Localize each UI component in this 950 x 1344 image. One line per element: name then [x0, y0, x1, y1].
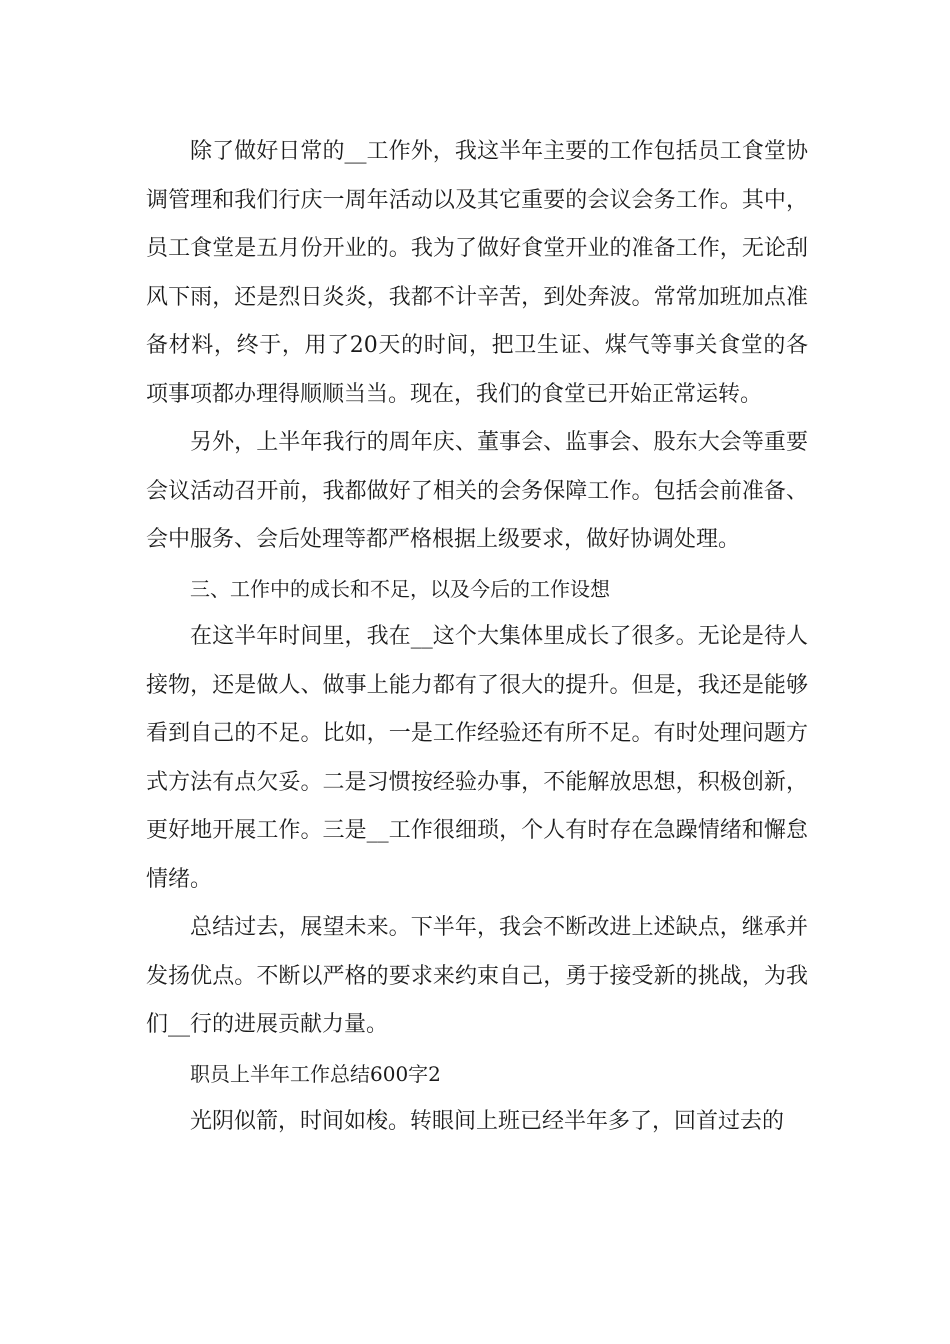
paragraph-article-2-opening: 光阴似箭，时间如梭。转眼间上班已经半年多了，回首过去的: [190, 1109, 785, 1134]
paragraph-meeting-support: 另外，上半年我行的周年庆、董事会、监事会、股东大会等重要会议活动召开前，我都做好了相关的会务保障工作。包括会前准备、会中服务、会后处理等都严格根据上级要求，做好协调处理。: [146, 430, 808, 552]
paragraph-outlook: 总结过去，展望未来。下半年，我会不断改进上述缺点，继承并发扬优点。不断以严格的要求来约束自己，勇于接受新的挑战，为我们__行的进展贡献力量。: [146, 915, 808, 1037]
paragraph-canteen-work: 除了做好日常的__工作外，我这半年主要的工作包括员工食堂协调管理和我们行庆一周年活动以及其它重要的会议会务工作。其中，员工食堂是五月份开业的。我为了做好食堂开业的准备工作，无论刮风下雨，还是烈日炎炎，我都不计辛苦，到处奔波。常常加班加点准备材料，终于，用了20天的时间，把卫生证、煤气等事关食堂的各项事项都办理得顺顺当当。现在，我们的食堂已开始正常运转。: [146, 139, 808, 407]
paragraph-growth-shortcomings: 在这半年时间里，我在__这个大集体里成长了很多。无论是待人接物，还是做人、做事上能力都有了很大的提升。但是，我还是能够看到自己的不足。比如，一是工作经验还有所不足。有时处理问题方式方法有点欠妥。二是习惯按经验办事，不能解放思想，积极创新，更好地开展工作。三是__工作很细琐，个人有时存在急躁情绪和懈怠情绪。: [146, 624, 808, 892]
document-body: [146, 128, 808, 1147]
article-title-2: 职员上半年工作总结600字2: [190, 1061, 441, 1086]
section-heading-growth: 三、工作中的成长和不足，以及今后的工作设想: [190, 576, 610, 601]
